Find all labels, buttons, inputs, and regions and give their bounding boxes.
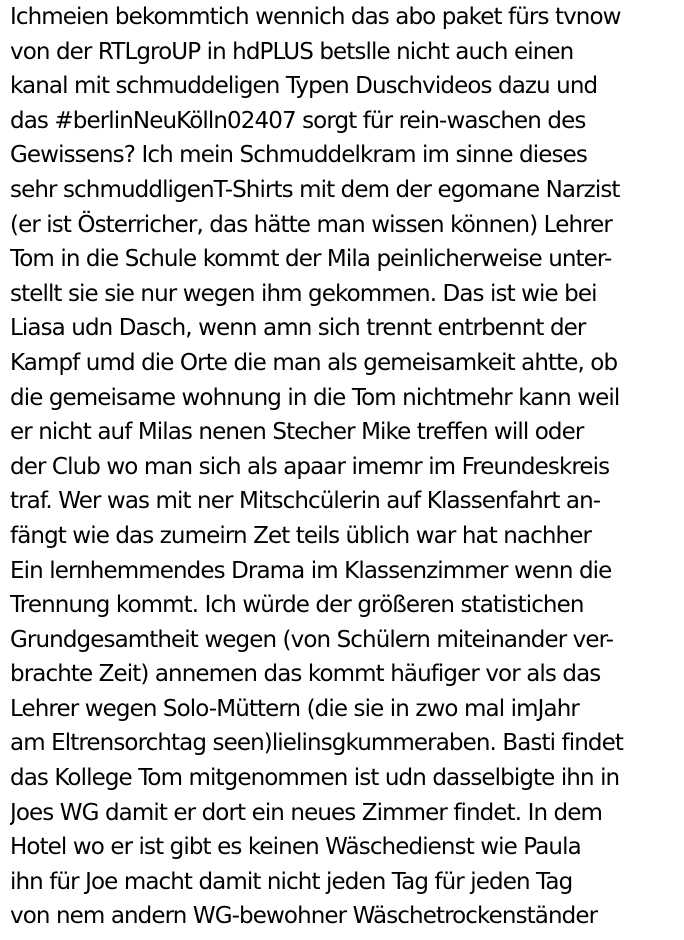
text-line: von der RTLgroUP in hdPLUS betslle nicht auch einen — [10, 38, 574, 65]
text-line: (er ist Österricher, das hätte man wissen können) Lehrer — [10, 211, 612, 238]
text-line: Kampf umd die Orte die man als gemeisamkeit ahtte, ob — [10, 349, 618, 376]
text-line: Tom in die Schule kommt der Mila peinlicherweise unter- — [10, 246, 612, 273]
text-line: Lehrer wegen Solo-Müttern (die sie in zwo mal imJahr — [10, 695, 579, 722]
text-line: Ein lernhemmendes Drama im Klassenzimmer wenn die — [10, 557, 612, 584]
text-line: der Club wo man sich als apaar imemr im Freundeskreis — [10, 453, 610, 480]
text-line: kanal mit schmuddeligen Typen Duschvideos dazu und — [10, 73, 598, 100]
text-line: von nem andern WG-bewohner Wäschetrockenständer — [10, 903, 598, 930]
text-line: Trennung kommt. Ich würde der größeren statistichen — [10, 592, 584, 619]
text-line: am Eltrensorchtag seen)lielinsgkummeraben. Basti findet — [10, 730, 623, 757]
text-line: stellt sie sie nur wegen ihm gekommen. Das ist wie bei — [10, 280, 597, 307]
text-line: fängt wie das zumeirn Zet teils üblich war hat nachher — [10, 522, 592, 549]
text-line: Ichmeien bekommtich wennich das abo paket fürs tvnow — [10, 4, 621, 30]
text-line: ihn für Joe macht damit nicht jeden Tag für jeden Tag — [10, 868, 573, 895]
text-line: die gemeisame wohnung in die Tom nichtmehr kann weil — [10, 384, 620, 411]
text-line: das Kollege Tom mitgenommen ist udn dasselbigte ihn in — [10, 765, 620, 792]
text-line: Liasa udn Dasch, wenn amn sich trennt entrbennt der — [10, 315, 586, 342]
text-line: sehr schmuddligenT-Shirts mit dem der egomane Narzist — [10, 176, 620, 203]
text-line: das #berlinNeuKölln02407 sorgt für rein-waschen des — [10, 107, 586, 134]
text-line: brachte Zeit) annemen das kommt häufiger vor als das — [10, 661, 601, 688]
text-line: Grundgesamtheit wegen (von Schülern miteinander ver- — [10, 626, 614, 653]
body-text — [10, 0, 684, 934]
text-line: Gewissens? Ich mein Schmuddelkram im sinne dieses — [10, 142, 587, 169]
text-line: Hotel wo er ist gibt es keinen Wäschedienst wie Paula — [10, 834, 581, 861]
text-line: Joes WG damit er dort ein neues Zimmer findet. In dem — [10, 799, 602, 826]
text-line: traf. Wer was mit ner Mitschcülerin auf Klassenfahrt an- — [10, 488, 601, 515]
text-line: er nicht auf Milas nenen Stecher Mike treffen will oder — [10, 419, 584, 446]
